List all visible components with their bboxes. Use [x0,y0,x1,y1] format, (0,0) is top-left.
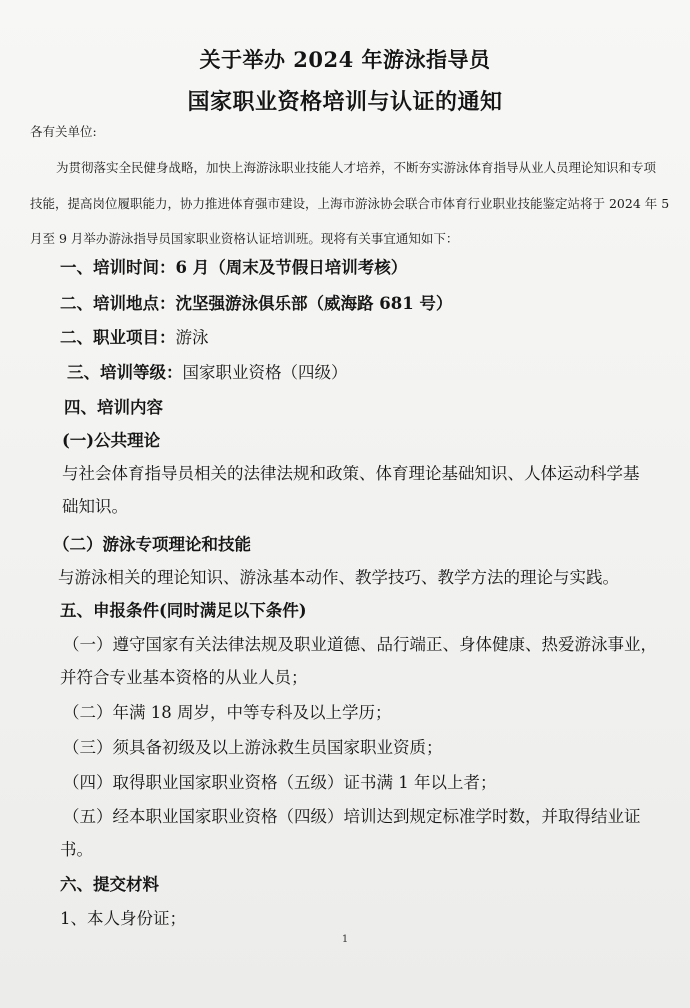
section-project [60,327,209,349]
condition-1-line-2: 并符合专业基本资格的从业人员； [60,668,308,687]
condition-4: （四）取得职业国家职业资格（五级）证书满 1 年以上者； [63,773,497,792]
condition-1-line-1: （一）遵守国家有关法律法规及职业道德、品行端正、身体健康、热爱游泳事业， [63,635,657,654]
public-theory-text-1: 与社会体育指导员相关的法律法规和政策、体育理论基础知识、人体运动科学基 [62,464,640,483]
section-level [67,362,348,384]
intro-line-2: 技能，提高岗位履职能力，协力推进体育强市建设，上海市游泳协会联合市体育行业职业技能鉴定站将于 2024 年 5 [30,196,670,211]
section-content-heading: 四、培训内容 [64,398,163,417]
subsection-swimming-theory: （二）游泳专项理论和技能 [53,535,251,554]
doc-title-line-2: 国家职业资格培训与认证的通知 [187,89,503,115]
public-theory-text-2: 础知识。 [62,497,128,516]
swimming-theory-text: 与游泳相关的理论知识、游泳基本动作、教学技巧、教学方法的理论与实践。 [58,568,619,587]
section-conditions-heading: 五、申报条件(同时满足以下条件) [60,601,307,620]
condition-5-line-1: （五）经本职业国家职业资格（四级）培训达到规定标准学时数，并取得结业证 [63,807,641,826]
page-number: 1 [341,934,349,945]
section-training-place: 二、培训地点：沈坚强游泳俱乐部（威海路 681 号） [60,294,453,313]
condition-2: （二）年满 18 周岁，中等专科及以上学历； [63,703,392,722]
condition-5-line-2: 书。 [60,840,93,859]
intro-line-3: 月至 9 月举办游泳指导员国家职业资格认证培训班。现将有关事宜通知如下： [30,231,459,246]
condition-3: （三）须具备初级及以上游泳救生员国家职业资质； [63,738,443,757]
level-label: 三、培训等级： [67,363,183,382]
project-value: 游泳 [175,328,209,347]
doc-title-line-1: 关于举办 2024 年游泳指导员 [199,47,491,72]
subsection-public-theory: (一)公共理论 [62,431,161,450]
project-label: 二、职业项目： [60,328,176,347]
section-training-time: 一、培训时间：6 月（周末及节假日培训考核） [60,258,408,277]
salutation: 各有关单位: [30,124,97,139]
section-materials-heading: 六、提交材料 [60,875,159,894]
material-1: 1、本人身份证； [60,909,186,928]
intro-line-1: 为贯彻落实全民健身战略，加快上海游泳职业技能人才培养，不断夯实游泳体育指导从业人员理论知识和专项 [56,160,657,175]
level-value: 国家职业资格（四级） [182,363,348,382]
